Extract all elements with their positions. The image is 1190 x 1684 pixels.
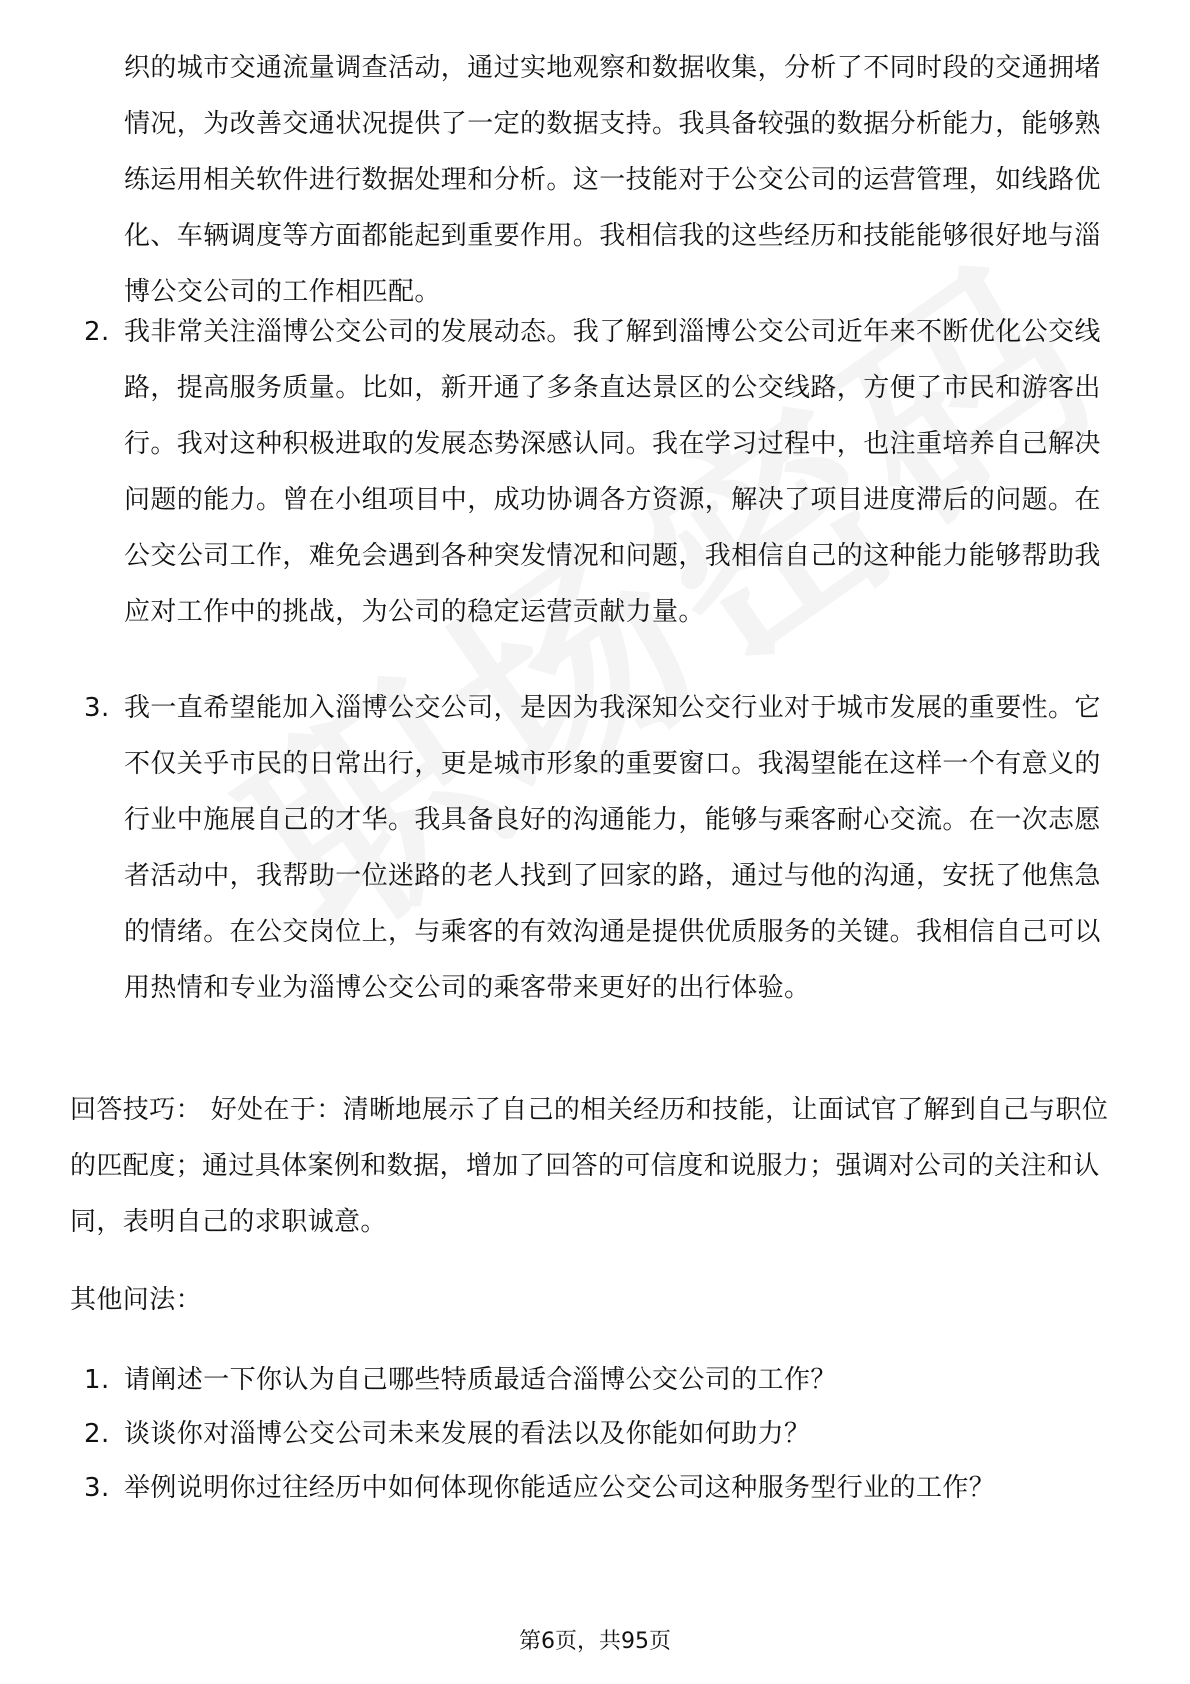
other-question-item-1 [84,1352,1124,1408]
other-question-text: 举例说明你过往经历中如何体现你能适应公交公司这种服务型行业的工作？ [124,1473,996,1503]
list-number: 3. [84,693,110,723]
list-number: 1. [84,1365,110,1395]
answer-3-text: 我一直希望能加入淄博公交公司，是因为我深知公交行业对于城市发展的重要性。它不仅关乎市民的日常出行，更是城市形象的重要窗口。我渴望能在这样一个有意义的行业中施展自己的才华。我具备良好的沟通能力，能够与乘客耐心交流。在一次志愿者活动中，我帮助一位迷路的老人找到了回家的路，通过与他的沟通，安抚了他焦急的情绪。在公交岗位上，与乘客的有效沟通是提供优质服务的关键。我相信自己可以用热情和专业为淄博公交公司的乘客带来更好的出行体验。 [124,693,1101,1003]
other-questions-heading: 其他问法： [70,1285,203,1315]
other-question-text: 请阐述一下你认为自己哪些特质最适合淄博公交公司的工作？ [124,1365,837,1395]
answer-1-continuation: 织的城市交通流量调查活动，通过实地观察和数据收集，分析了不同时段的交通拥堵情况，为改善交通状况提供了一定的数据支持。我具备较强的数据分析能力，能够熟练运用相关软件进行数据处理和分析。这一技能对于公交公司的运营管理，如线路优化、车辆调度等方面都能起到重要作用。我相信我的这些经历和技能能够很好地与淄博公交公司的工作相匹配。 [124,53,1101,307]
list-number: 2. [84,317,110,347]
other-question-item-2 [84,1406,1124,1462]
other-question-item-3 [84,1460,1124,1516]
list-number: 3. [84,1473,110,1503]
answer-list-item-2 [84,304,1124,640]
tips-text: 好处在于：清晰地展示了自己的相关经历和技能，让面试官了解到自己与职位的匹配度；通过具体案例和数据，增加了回答的可信度和说服力；强调对公司的关注和认同，表明自己的求职诚意。 [70,1095,1109,1237]
list-number: 2. [84,1419,110,1449]
answer-tips [70,1082,1124,1250]
tips-label: 回答技巧： [70,1095,203,1125]
answer-2-text: 我非常关注淄博公交公司的发展动态。我了解到淄博公交公司近年来不断优化公交线路，提高服务质量。比如，新开通了多条直达景区的公交线路，方便了市民和游客出行。我对这种积极进取的发展态势深感认同。我在学习过程中，也注重培养自己解决问题的能力。曾在小组项目中，成功协调各方资源，解决了项目进度滞后的问题。在公交公司工作，难免会遇到各种突发情况和问题，我相信自己的这种能力能够帮助我应对工作中的挑战，为公司的稳定运营贡献力量。 [124,317,1101,627]
page-footer: 第6页，共95页 [519,1629,671,1654]
answer-list-item-3 [84,680,1124,1016]
other-question-text: 谈谈你对淄博公交公司未来发展的看法以及你能如何助力？ [124,1419,811,1449]
